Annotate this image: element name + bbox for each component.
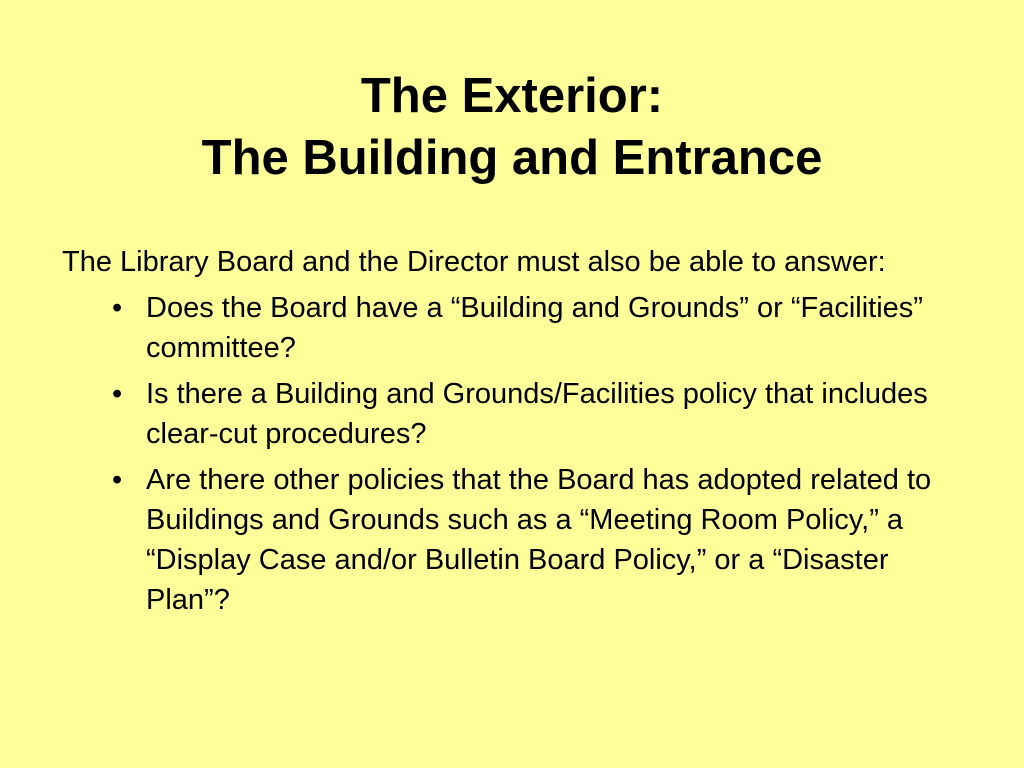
bullet-text: Does the Board have a “Building and Grounds” or “Facilities” committee? [146,292,923,364]
bullet-text: Is there a Building and Grounds/Facilities policy that includes clear-cut procedures? [146,378,928,450]
slide-title [0,65,1024,189]
bullet-text: Are there other policies that the Board has adopted related to Buildings and Grounds such as a “Meeting Room Policy,” a “Display Case and/or Bulletin Board Policy,” or a “Disaster Plan”? [146,464,932,616]
bullet-item [112,460,962,620]
bullet-icon: • [112,378,123,410]
slide-body [62,242,962,626]
slide-title-line-2: The Building and Entrance [201,130,823,185]
bullet-item [112,374,962,454]
bullet-item [112,288,962,368]
slide-title-line-1: The Exterior: [360,68,664,123]
bullet-icon: • [112,292,123,324]
bullet-list [62,288,962,620]
intro-paragraph: The Library Board and the Director must also be able to answer: [62,246,886,278]
bullet-icon: • [112,464,123,496]
